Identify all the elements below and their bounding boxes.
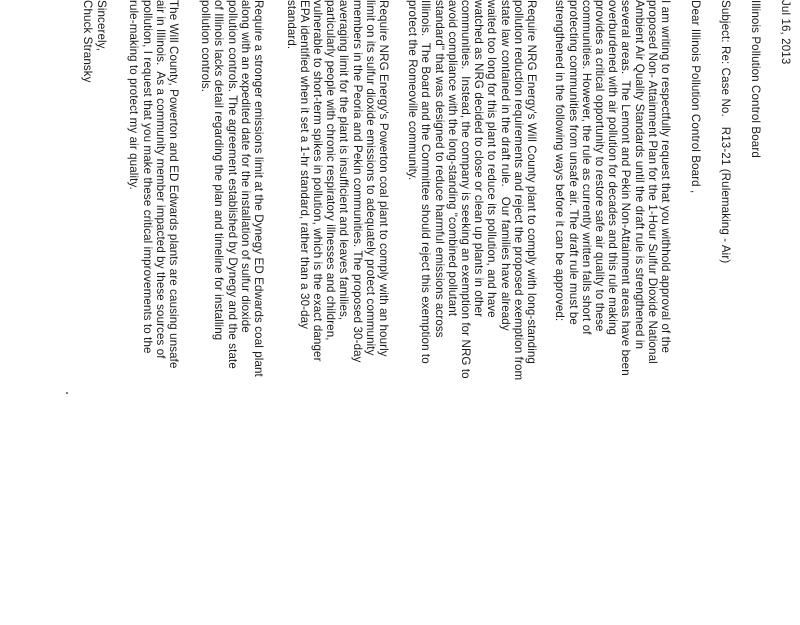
letter-recipient: Illinois Pollution Control Board xyxy=(749,0,762,158)
letter-intro-paragraph: I am writing to respectfully request that you withhold approval of the proposed Non- Attainment Plan for the 1-Hour Sulfur Dioxide National Ambient Air Quality Standards until the draft rule is strengthened in several areas. The Lemont and Pekin Non-Attainment areas have been overburdened with air pollution for decades and this rule making provides a critical opportunity to restore safe air quality to these communities. However, the rule as currently written falls short of protecting communities from unsafe air. The draft rule must be strengthened in the following ways before it can be approved: xyxy=(553,0,672,376)
letter-signature-name: Chuck Stransky xyxy=(81,0,94,83)
letter-point-powerton: Require NRG Energy's Powerton coal plant to comply with an hourly limit on its sulfur dioxide emissions to adequately protect community members in the Peoria and Pekin communities. The proposed 30-day averaging limit for the plant is insufficient and leaves families, particularly people with chronic respiratory illnesses and children, vulnerable to short-term spikes in pollution, which is the exact danger EPA identified when it set a 1-hr standard, rather than a 30-day standard. xyxy=(284,0,390,363)
scan-speck xyxy=(66,392,68,394)
letter-signoff: Sincerely, xyxy=(95,0,108,52)
letter-closing-paragraph: The Will County, Powerton and ED Edwards plants are causing unsafe air in Illinois. As a community member impacted by these sources of pollution, I request that you make these critical improvements to the rule-making to protect my air quality. xyxy=(127,0,180,369)
letter-page xyxy=(10,0,800,618)
letter-subject: Subject: Re: Case No. R13-21 (Rulemaking - Air) xyxy=(719,0,732,264)
letter-salutation: Dear Illinois Pollution Control Board , xyxy=(689,0,702,194)
letter-point-ed-edwards: Require a stronger emissions limit at the Dynegy ED Edwards coal plant along with an expedited date for the installation of sulfur dioxide pollution controls. The agreement established by Dynegy and the state of Illinois lacks detail regarding the plan and timeline for installing pollution controls. xyxy=(199,0,265,377)
letter-point-will-county: Require NRG Energy's Will County plant to comply with long-standing pollution reduction requirements and reject the proposed exemption from state law contained in the draft rule. Our families have already waited too long for this plant to reduce its pollution, and have watched as NRG decided to close or clean up plants in other communities. Instead, the company is seeking an exemption for NRG to avoid compliance with the long-standing "combined pollutant standard" that was designed to reduce harmful emissions across Illinois. The Board and the Committee should reject this exemption to protect the Romeoville community. xyxy=(406,0,538,381)
letter-date: Jul 16, 2013 xyxy=(779,0,792,65)
